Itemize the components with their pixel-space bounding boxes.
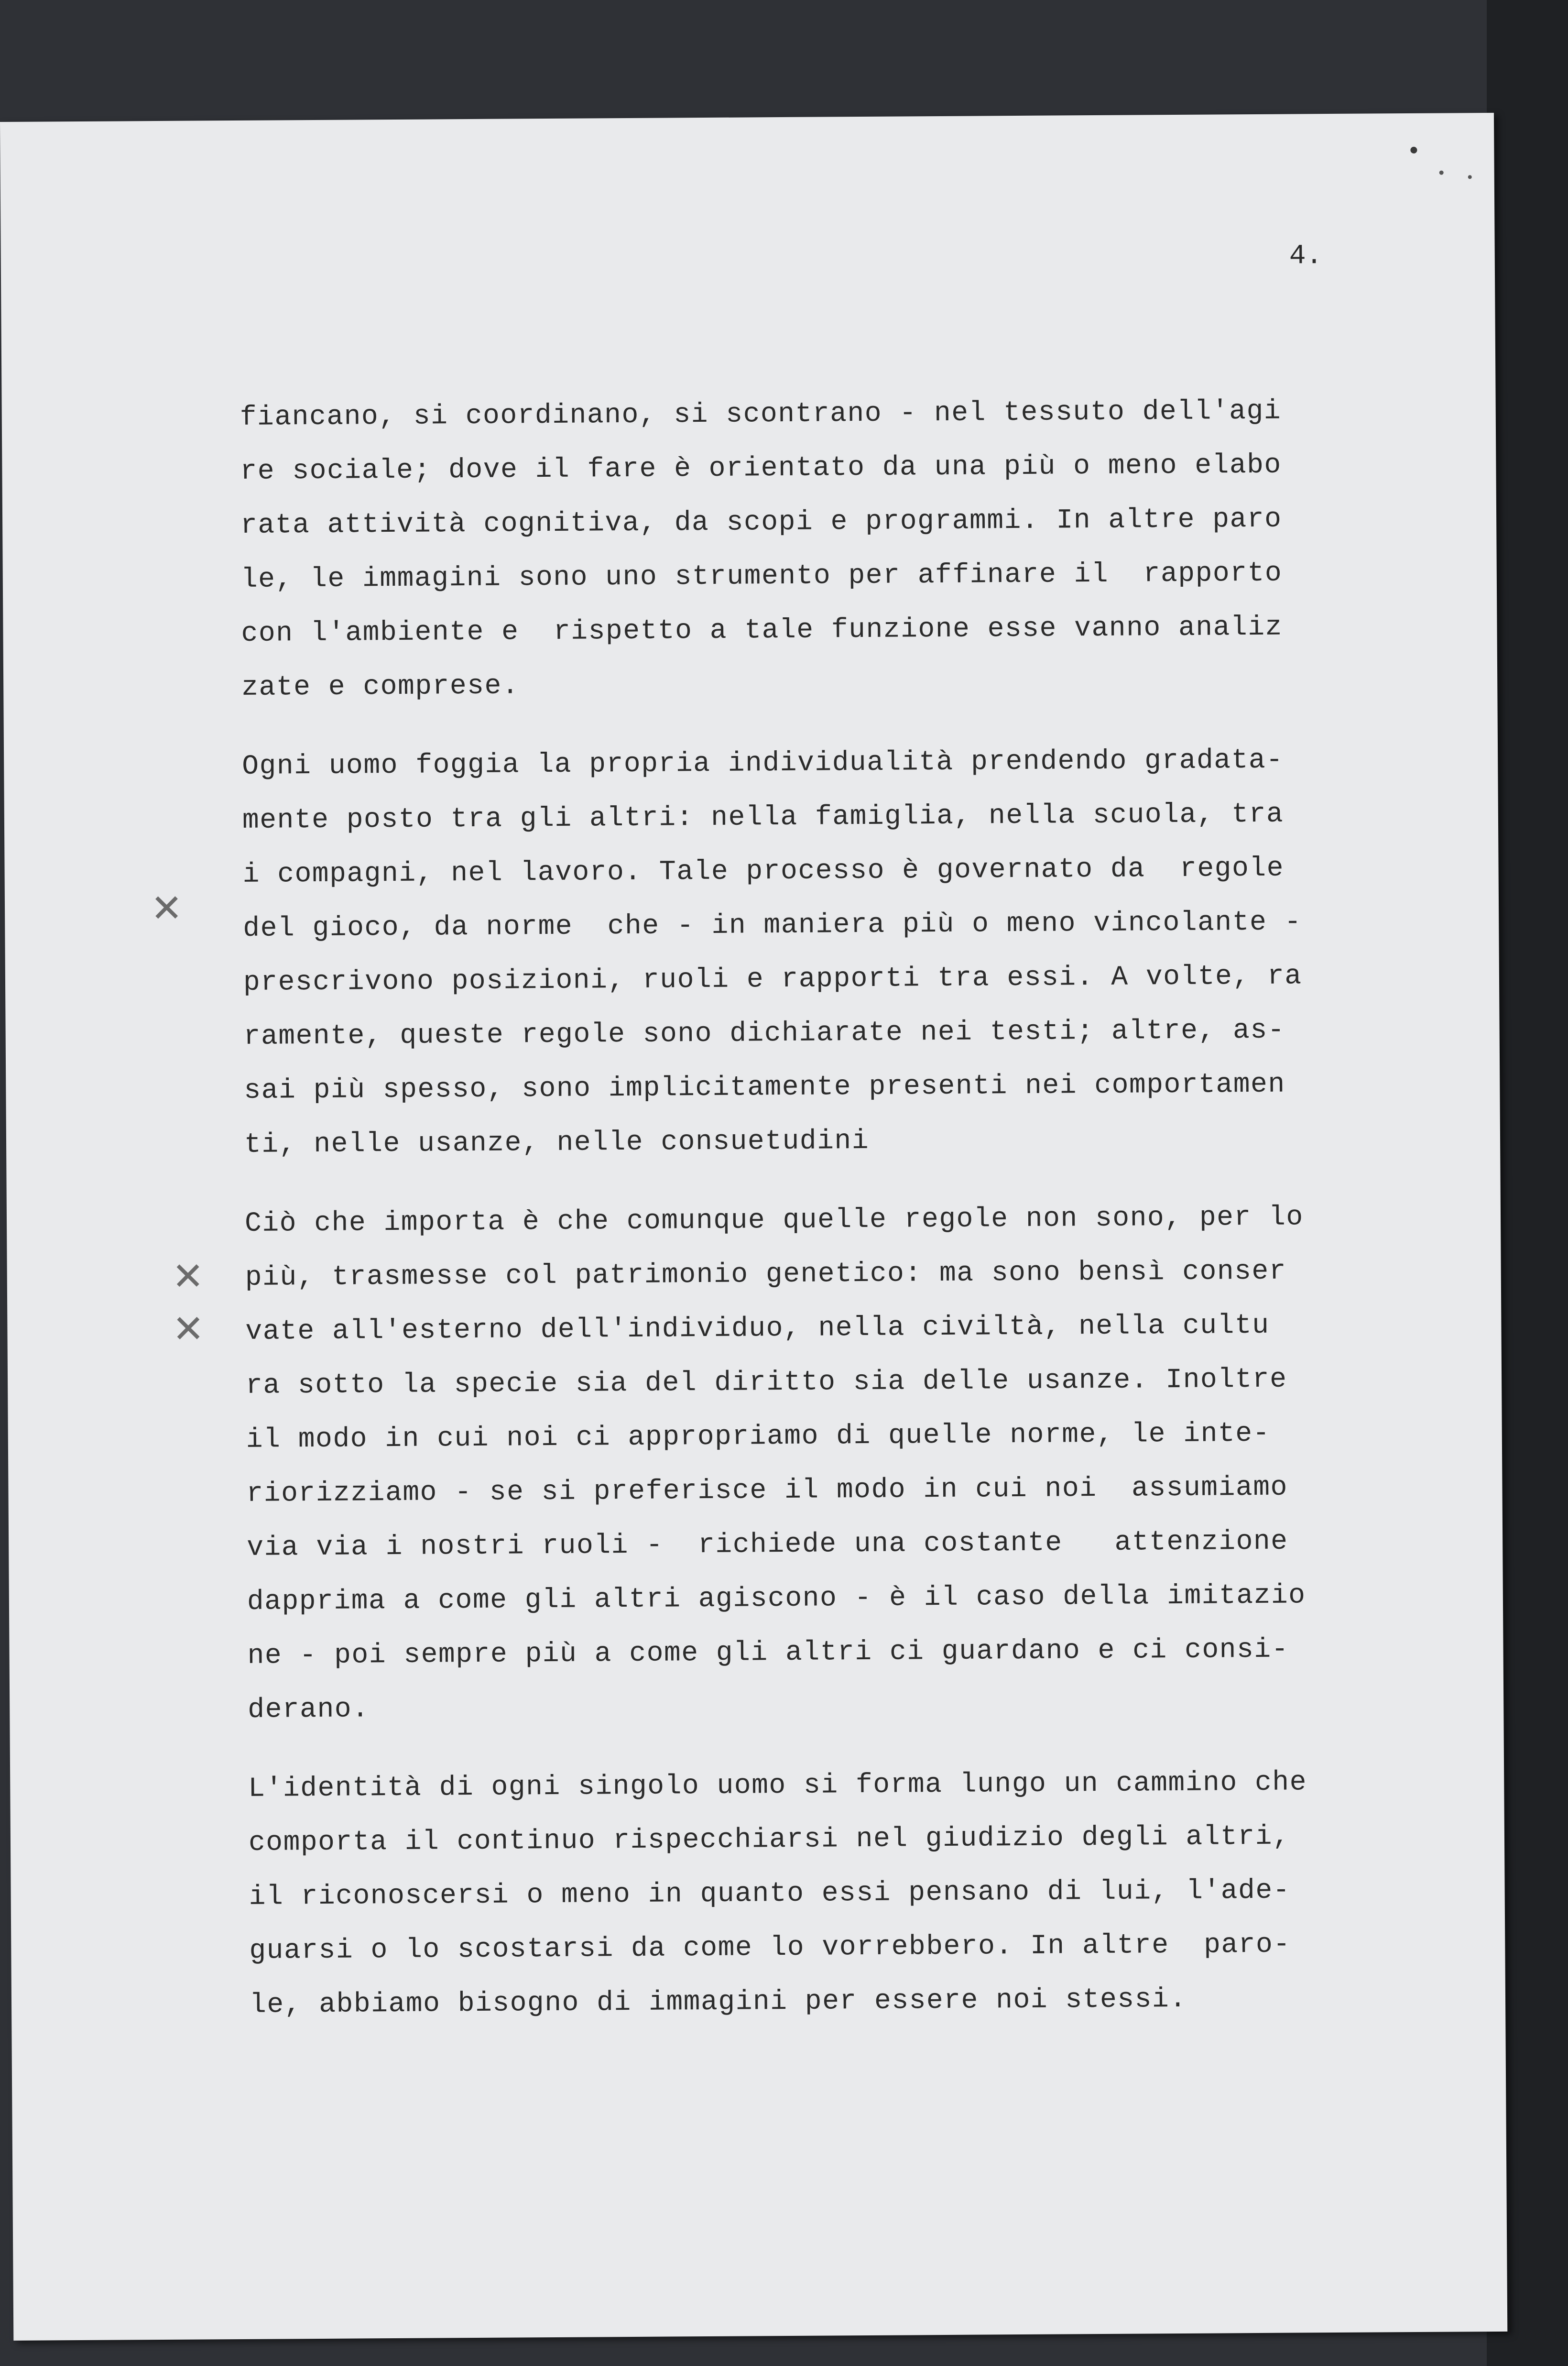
text-line: guarsi o lo scostarsi da come lo vorrebbero. In altre paro- xyxy=(249,1929,1291,1967)
text-line: sai più spesso, sono implicitamente presenti nei comportamen xyxy=(244,1069,1285,1106)
text-line: ne - poi sempre più a come gli altri ci guardano e ci consi- xyxy=(247,1634,1289,1672)
text-line: L'identità di ogni singolo uomo si forma lungo un cammino che xyxy=(248,1767,1307,1805)
text-line: zate e comprese. xyxy=(241,670,520,703)
text-line: il modo in cui noi ci appropriamo di quelle norme, le inte- xyxy=(246,1418,1271,1456)
text-line: fiancano, si coordinano, si scontrano - nel tessuto dell'agi xyxy=(240,395,1282,433)
ink-spot xyxy=(1468,175,1472,179)
body-text xyxy=(240,383,1387,2057)
paragraph-4 xyxy=(248,1755,1387,2032)
text-line: del gioco, da norme che - in maniera più o meno vincolante - xyxy=(243,907,1302,944)
text-line: con l'ambiente e rispetto a tale funzione esse vanno analiz xyxy=(241,612,1283,649)
text-line: il riconoscersi o meno in quanto essi pensano di lui, l'ade- xyxy=(249,1875,1291,1913)
text-line: ra sotto la specie sia del diritto sia delle usanze. Inoltre xyxy=(245,1364,1287,1402)
text-line: derano. xyxy=(248,1694,370,1726)
text-line: riorizziamo - se si preferisce il modo in cui noi assumiamo xyxy=(246,1472,1288,1510)
text-line: i compagni, nel lavoro. Tale processo è governato da regole xyxy=(242,853,1285,890)
text-line: le, le immagini sono uno strumento per affinare il rapporto xyxy=(240,558,1283,595)
text-line: prescrivono posizioni, ruoli e rapporti tra essi. A volte, ra xyxy=(243,961,1302,998)
text-line: vate all'esterno dell'individuo, nella civiltà, nella cultu xyxy=(245,1310,1270,1347)
text-line: comporta il continuo rispecchiarsi nel giudizio degli altri, xyxy=(248,1821,1290,1859)
text-line: via via i nostri ruoli - richiede una costante attenzione xyxy=(247,1526,1288,1564)
text-line: dapprima a come gli altri agiscono - è il caso della imitazio xyxy=(247,1580,1306,1618)
text-line: le, abbiamo bisogno di immagini per essere noi stessi. xyxy=(249,1983,1187,2021)
text-line: rata attività cognitiva, da scopi e programmi. In altre paro xyxy=(240,504,1282,541)
text-line: ti, nelle usanze, nelle consuetudini xyxy=(244,1125,870,1161)
ink-spot xyxy=(1410,147,1417,153)
ink-spot xyxy=(1439,171,1444,175)
paragraph-2 xyxy=(242,733,1382,1172)
margin-x-mark: ✕ xyxy=(172,1306,205,1351)
text-line: ramente, queste regole sono dichiarate nei testi; altre, as- xyxy=(243,1015,1285,1052)
text-line: Ciò che importa è che comunque quelle regole non sono, per lo xyxy=(244,1202,1304,1239)
paper-sheet xyxy=(0,113,1507,2341)
paragraph-3 xyxy=(245,1190,1386,1737)
text-line: Ogni uomo foggia la propria individualità prendendo gradata- xyxy=(242,745,1284,782)
text-line: mente posto tra gli altri: nella famiglia, nella scuola, tra xyxy=(242,799,1284,836)
paragraph-1 xyxy=(240,383,1379,715)
page-number: 4. xyxy=(1289,241,1323,272)
text-line: più, trasmesse col patrimonio genetico: ma sono bensì conser xyxy=(245,1256,1287,1293)
margin-x-mark: ✕ xyxy=(150,886,183,931)
text-line: re sociale; dove il fare è orientato da una più o meno elabo xyxy=(240,449,1282,487)
margin-x-mark: ✕ xyxy=(172,1254,205,1299)
